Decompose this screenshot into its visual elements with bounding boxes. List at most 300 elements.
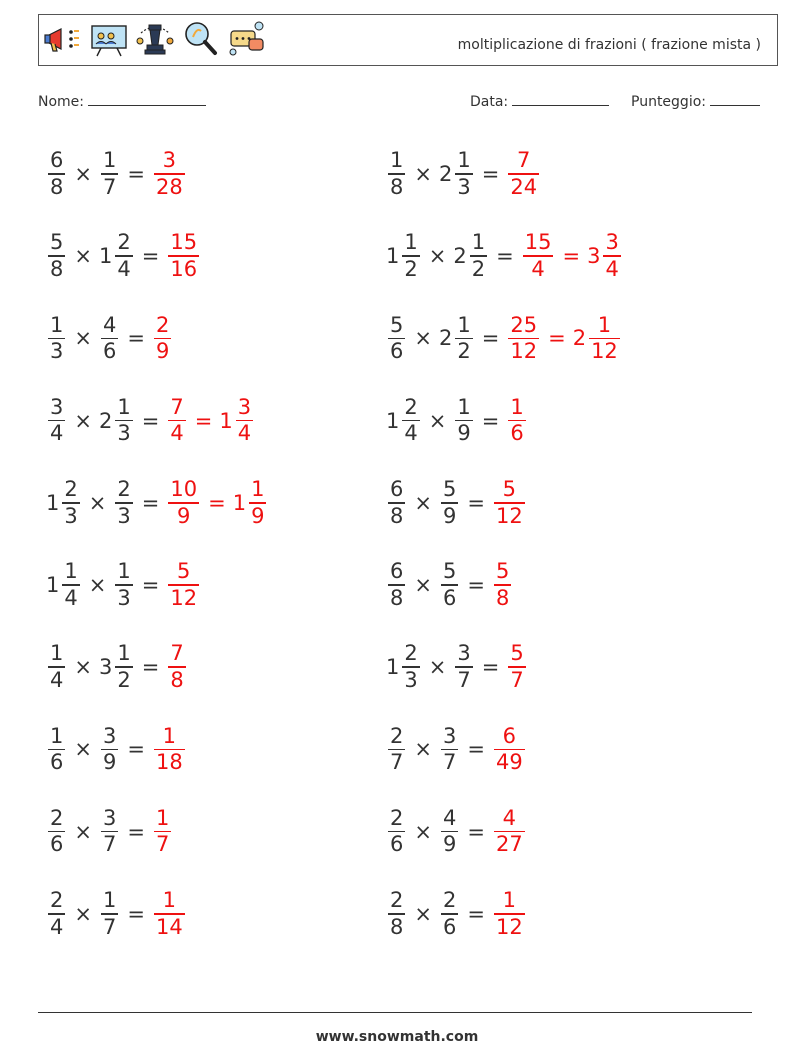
second-operand-numerator: 5	[442, 559, 457, 584]
second-operand-numerator: 3	[102, 805, 117, 830]
second-operand-fraction	[101, 724, 118, 776]
second-operand-fraction	[455, 313, 472, 365]
problem-item	[386, 796, 527, 868]
second-operand-numerator: 1	[117, 641, 131, 666]
second-operand-number	[99, 395, 135, 447]
answer	[492, 477, 527, 529]
second-operand-number	[439, 888, 460, 940]
answer	[506, 641, 527, 693]
second-operand-denominator: 9	[102, 750, 117, 775]
times-sign: ×	[74, 737, 92, 762]
second-operand-whole: 2	[438, 162, 453, 186]
second-operand-fraction	[441, 724, 458, 776]
second-operand-numerator: 4	[442, 805, 457, 830]
times-sign: ×	[88, 573, 107, 597]
answer-numerator: 1	[251, 477, 265, 501]
name-label: Nome:	[38, 94, 85, 110]
answer-denominator: 12	[510, 339, 538, 364]
answer-denominator: 4	[605, 256, 619, 281]
first-operand-denominator: 8	[390, 914, 404, 939]
answer	[492, 724, 527, 776]
first-operand-number	[386, 724, 407, 776]
second-operand-denominator: 7	[102, 832, 117, 857]
second-operand-denominator: 9	[457, 421, 471, 446]
first-operand-whole: 1	[386, 408, 400, 433]
first-operand-number	[386, 395, 422, 447]
answer-numerator: 3	[237, 394, 252, 419]
times-sign: ×	[414, 490, 432, 515]
second-operand-number	[439, 559, 460, 611]
first-operand-fraction	[388, 313, 405, 365]
times-sign: ×	[414, 737, 432, 762]
answer-numerator: 1	[162, 723, 177, 748]
second-operand-fraction	[455, 641, 472, 693]
answer-fraction	[603, 230, 620, 282]
problem-item	[46, 713, 187, 785]
answer-numerator: 4	[502, 805, 517, 830]
second-operand-denominator: 2	[471, 256, 486, 281]
second-operand-number	[113, 477, 134, 529]
equals-sign: =	[467, 819, 485, 844]
answer-numerator: 10	[170, 477, 198, 501]
answer-numerator: 3	[605, 230, 619, 255]
answer-number	[166, 641, 187, 693]
first-operand-numerator: 3	[50, 394, 64, 419]
answer-denominator: 9	[177, 503, 191, 528]
first-operand-fraction	[388, 724, 405, 776]
equals-sign: =	[127, 162, 145, 186]
first-operand-fraction	[388, 888, 405, 940]
chat-bubbles-icon	[227, 19, 267, 59]
equals-sign: =	[141, 244, 160, 269]
times-sign: ×	[88, 490, 107, 515]
first-operand-numerator: 2	[390, 723, 404, 748]
second-operand-number	[439, 477, 460, 529]
answer-fraction	[523, 230, 554, 282]
second-operand-fraction	[101, 148, 118, 200]
second-operand-number	[99, 148, 120, 200]
date-label: Data:	[470, 94, 509, 110]
answer-numerator: 7	[517, 148, 531, 173]
answer-number	[506, 313, 541, 365]
second-operand-fraction	[115, 477, 132, 529]
first-operand-numerator: 1	[50, 312, 64, 337]
first-operand-numerator: 1	[50, 723, 64, 748]
answer-denominator: 28	[155, 174, 183, 199]
equals-sign: =	[141, 573, 160, 597]
answer-number	[587, 230, 623, 282]
answer-denominator: 12	[170, 585, 198, 610]
second-operand-whole: 3	[98, 655, 113, 680]
times-sign: ×	[414, 819, 432, 844]
first-operand-denominator: 8	[390, 174, 404, 199]
problem-item	[386, 385, 528, 457]
first-operand-fraction	[48, 724, 65, 776]
first-operand-number	[386, 148, 407, 200]
second-operand-numerator: 1	[102, 888, 117, 912]
answer-number	[219, 395, 255, 447]
second-operand-denominator: 7	[102, 174, 117, 199]
answer-denominator: 4	[170, 421, 184, 446]
times-sign: ×	[414, 326, 432, 351]
first-operand-denominator: 8	[390, 503, 404, 528]
answer	[521, 230, 623, 282]
answer-denominator: 12	[495, 914, 523, 939]
first-operand-number	[46, 148, 67, 200]
equals-sign: =	[141, 490, 160, 515]
answer-fraction	[494, 806, 525, 858]
second-operand-fraction	[455, 148, 472, 200]
second-operand-number	[439, 313, 475, 365]
first-operand-number	[46, 559, 82, 611]
equals-sign: =	[481, 655, 500, 680]
second-operand-numerator: 1	[457, 394, 471, 419]
times-sign: ×	[428, 408, 447, 433]
second-operand-numerator: 3	[102, 723, 117, 748]
equals-sign: =	[141, 408, 160, 433]
times-sign: ×	[428, 244, 447, 269]
second-operand-numerator: 2	[442, 888, 457, 912]
second-operand-denominator: 6	[442, 585, 457, 610]
answer-number	[152, 724, 187, 776]
second-operand-numerator: 1	[117, 394, 131, 419]
answer-numerator: 1	[155, 805, 170, 830]
second-operand-fraction	[441, 806, 458, 858]
answer-denominator: 8	[170, 667, 184, 692]
first-operand-fraction	[62, 559, 79, 611]
worksheet-title: moltiplicazione di frazioni ( frazione mista )	[457, 37, 761, 53]
first-operand-numerator: 6	[50, 148, 64, 173]
answer	[152, 148, 187, 200]
answer-fraction	[508, 395, 525, 447]
answer	[166, 477, 268, 529]
date-field	[470, 94, 609, 110]
answer-fraction	[508, 313, 539, 365]
second-operand-fraction	[470, 230, 487, 282]
first-operand-numerator: 2	[404, 641, 418, 666]
answer-number	[506, 641, 527, 693]
answer	[152, 313, 173, 365]
answer-denominator: 16	[170, 256, 198, 281]
first-operand-numerator: 5	[390, 312, 404, 337]
first-operand-number	[386, 230, 422, 282]
problem-item	[386, 302, 622, 374]
problem-item	[46, 385, 255, 457]
answer-denominator: 6	[510, 421, 524, 446]
answer	[506, 313, 621, 365]
equals-sign: =	[194, 408, 213, 433]
answer-number	[166, 477, 201, 529]
second-operand-whole: 2	[453, 244, 467, 269]
first-operand-denominator: 6	[50, 832, 64, 857]
answer-whole: 3	[587, 244, 601, 269]
footer-divider	[38, 1012, 752, 1013]
times-sign: ×	[428, 655, 447, 680]
second-operand-whole: 2	[98, 408, 113, 433]
second-operand-denominator: 2	[457, 339, 471, 364]
second-operand-number	[99, 641, 135, 693]
second-operand-fraction	[441, 559, 458, 611]
equals-sign: =	[496, 244, 514, 269]
answer-number	[152, 806, 173, 858]
first-operand-numerator: 2	[50, 805, 64, 830]
answer	[492, 888, 527, 940]
answer-denominator: 24	[510, 174, 538, 199]
equals-sign: =	[548, 326, 566, 351]
answer	[152, 806, 173, 858]
answer-number	[492, 724, 527, 776]
problem-item	[386, 138, 541, 210]
worksheet-header	[38, 14, 778, 66]
answer	[166, 395, 255, 447]
answer-fraction	[508, 148, 539, 200]
equals-sign: =	[467, 901, 485, 926]
answer	[152, 724, 187, 776]
first-operand-whole: 1	[46, 490, 60, 515]
answer-numerator: 5	[502, 477, 517, 501]
times-sign: ×	[414, 573, 432, 597]
score-field	[631, 94, 760, 110]
equals-sign: =	[127, 819, 145, 844]
first-operand-fraction	[388, 477, 405, 529]
name-blank	[88, 104, 206, 106]
first-operand-denominator: 6	[50, 750, 64, 775]
equals-sign: =	[127, 326, 145, 351]
answer-numerator: 1	[597, 312, 612, 337]
second-operand-denominator: 6	[442, 914, 457, 939]
first-operand-number	[46, 888, 67, 940]
answer-denominator: 12	[495, 503, 523, 528]
second-operand-fraction	[115, 395, 132, 447]
first-operand-numerator: 2	[390, 888, 404, 912]
first-operand-number	[46, 806, 67, 858]
answer-numerator: 2	[155, 312, 170, 337]
first-operand-fraction	[388, 806, 405, 858]
problem-item	[46, 467, 268, 539]
first-operand-denominator: 4	[64, 585, 78, 610]
problem-item	[46, 549, 201, 621]
first-operand-denominator: 8	[390, 585, 404, 610]
second-operand-numerator: 4	[102, 312, 117, 337]
first-operand-denominator: 3	[50, 339, 64, 364]
answer	[506, 148, 541, 200]
answer-fraction	[168, 395, 185, 447]
answer-denominator: 4	[237, 421, 252, 446]
second-operand-number	[439, 724, 460, 776]
answer-number	[573, 313, 622, 365]
first-operand-numerator: 1	[404, 230, 418, 255]
second-operand-numerator: 1	[457, 148, 471, 173]
answer-numerator: 1	[510, 394, 524, 419]
problem-item	[386, 549, 513, 621]
answer-whole: 1	[219, 408, 233, 433]
answer-number	[506, 148, 541, 200]
answer-denominator: 12	[591, 339, 618, 364]
second-operand-denominator: 9	[442, 832, 457, 857]
second-operand-whole: 1	[98, 244, 113, 269]
first-operand-numerator: 2	[64, 477, 78, 501]
answer	[166, 230, 201, 282]
second-operand-denominator: 3	[117, 421, 131, 446]
second-operand-denominator: 7	[457, 667, 471, 692]
answer-numerator: 15	[524, 230, 552, 255]
times-sign: ×	[414, 162, 432, 186]
second-operand-denominator: 3	[457, 174, 471, 199]
answer-number	[152, 313, 173, 365]
answer-fraction	[494, 724, 525, 776]
first-operand-fraction	[48, 395, 65, 447]
equals-sign: =	[467, 737, 485, 762]
answer	[492, 559, 513, 611]
first-operand-number	[386, 806, 407, 858]
answer-denominator: 7	[510, 667, 524, 692]
first-operand-whole: 1	[386, 655, 400, 680]
times-sign: ×	[74, 162, 92, 186]
answer-denominator: 7	[155, 832, 170, 857]
second-operand-number	[439, 806, 460, 858]
first-operand-numerator: 6	[390, 559, 404, 584]
answer-whole: 1	[232, 490, 247, 515]
answer-fraction	[168, 230, 199, 282]
first-operand-number	[46, 230, 67, 282]
second-operand-number	[99, 724, 120, 776]
problem-item	[386, 713, 527, 785]
first-operand-denominator: 4	[50, 914, 64, 939]
first-operand-denominator: 4	[404, 421, 418, 446]
equals-sign: =	[141, 655, 160, 680]
first-operand-denominator: 3	[64, 503, 78, 528]
second-operand-denominator: 2	[117, 667, 131, 692]
answer-numerator: 5	[495, 559, 510, 584]
answer	[506, 395, 527, 447]
score-blank	[710, 104, 760, 106]
answer-numerator: 15	[170, 230, 198, 255]
equals-sign: =	[208, 490, 226, 515]
first-operand-denominator: 8	[50, 256, 64, 281]
second-operand-denominator: 3	[117, 503, 131, 528]
answer-number	[166, 230, 201, 282]
answer-numerator: 3	[162, 148, 177, 173]
answer-fraction	[154, 724, 185, 776]
answer-whole: 2	[572, 326, 587, 351]
first-operand-numerator: 6	[390, 477, 404, 501]
first-operand-fraction	[48, 148, 65, 200]
second-operand-fraction	[115, 641, 132, 693]
first-operand-denominator: 6	[390, 832, 404, 857]
first-operand-denominator: 4	[50, 667, 64, 692]
first-operand-fraction	[402, 230, 419, 282]
first-operand-number	[46, 724, 67, 776]
answer-numerator: 1	[162, 888, 177, 912]
second-operand-fraction	[455, 395, 472, 447]
second-operand-denominator: 7	[442, 750, 457, 775]
second-operand-denominator: 9	[442, 503, 457, 528]
first-operand-fraction	[402, 395, 419, 447]
first-operand-denominator: 7	[390, 750, 404, 775]
equals-sign: =	[481, 326, 500, 351]
second-operand-denominator: 3	[117, 585, 131, 610]
second-operand-fraction	[101, 888, 118, 940]
problem-item	[386, 631, 528, 703]
second-operand-numerator: 1	[117, 559, 131, 584]
answer-numerator: 7	[170, 394, 184, 419]
answer-fraction	[168, 641, 185, 693]
answer-fraction	[168, 477, 199, 529]
problem-item	[386, 878, 527, 950]
second-operand-numerator: 5	[442, 477, 457, 501]
problem-item	[46, 220, 201, 292]
answer-fraction	[154, 313, 171, 365]
first-operand-fraction	[48, 230, 65, 282]
second-operand-numerator: 2	[117, 477, 131, 501]
name-field	[38, 94, 206, 110]
first-operand-numerator: 1	[50, 641, 64, 666]
answer-denominator: 49	[495, 750, 523, 775]
answer-fraction	[494, 477, 525, 529]
answer-denominator: 9	[251, 503, 265, 528]
first-operand-fraction	[388, 559, 405, 611]
first-operand-number	[46, 641, 67, 693]
second-operand-numerator: 1	[102, 148, 117, 173]
second-operand-numerator: 3	[442, 723, 457, 748]
answer-number	[166, 395, 187, 447]
first-operand-number	[46, 313, 67, 365]
problem-item	[386, 220, 623, 292]
answer-number	[506, 395, 527, 447]
footer-url: www.snowmath.com	[315, 1029, 479, 1045]
problem-item	[46, 631, 188, 703]
equals-sign: =	[481, 162, 500, 186]
equals-sign: =	[467, 490, 485, 515]
second-operand-number	[99, 806, 120, 858]
second-operand-number	[113, 559, 134, 611]
first-operand-fraction	[48, 888, 65, 940]
answer-numerator: 1	[502, 888, 517, 912]
second-operand-whole: 2	[438, 326, 453, 351]
times-sign: ×	[74, 901, 92, 926]
answer-numerator: 5	[177, 559, 191, 584]
first-operand-numerator: 1	[390, 148, 404, 173]
answer-numerator: 7	[170, 641, 184, 666]
answer-number	[492, 806, 527, 858]
presentation-board-icon	[89, 19, 129, 59]
answer-number	[492, 559, 513, 611]
score-label: Punteggio:	[631, 94, 706, 110]
answer-numerator: 5	[510, 641, 524, 666]
answer-numerator: 25	[510, 312, 538, 337]
second-operand-number	[99, 888, 120, 940]
answer-fraction	[154, 806, 171, 858]
second-operand-number	[99, 230, 135, 282]
equals-sign: =	[127, 901, 145, 926]
times-sign: ×	[74, 819, 92, 844]
second-operand-numerator: 3	[457, 641, 471, 666]
answer-number	[521, 230, 556, 282]
first-operand-fraction	[48, 806, 65, 858]
first-operand-number	[46, 395, 67, 447]
second-operand-denominator: 6	[102, 339, 117, 364]
answer-fraction	[168, 559, 199, 611]
first-operand-fraction	[62, 477, 79, 529]
equals-sign: =	[127, 737, 145, 762]
problem-item	[46, 878, 187, 950]
answer-fraction	[154, 148, 185, 200]
first-operand-whole: 1	[386, 244, 400, 269]
first-operand-denominator: 6	[390, 339, 404, 364]
second-operand-fraction	[441, 477, 458, 529]
answer-number	[233, 477, 269, 529]
megaphone-icon	[43, 19, 83, 59]
